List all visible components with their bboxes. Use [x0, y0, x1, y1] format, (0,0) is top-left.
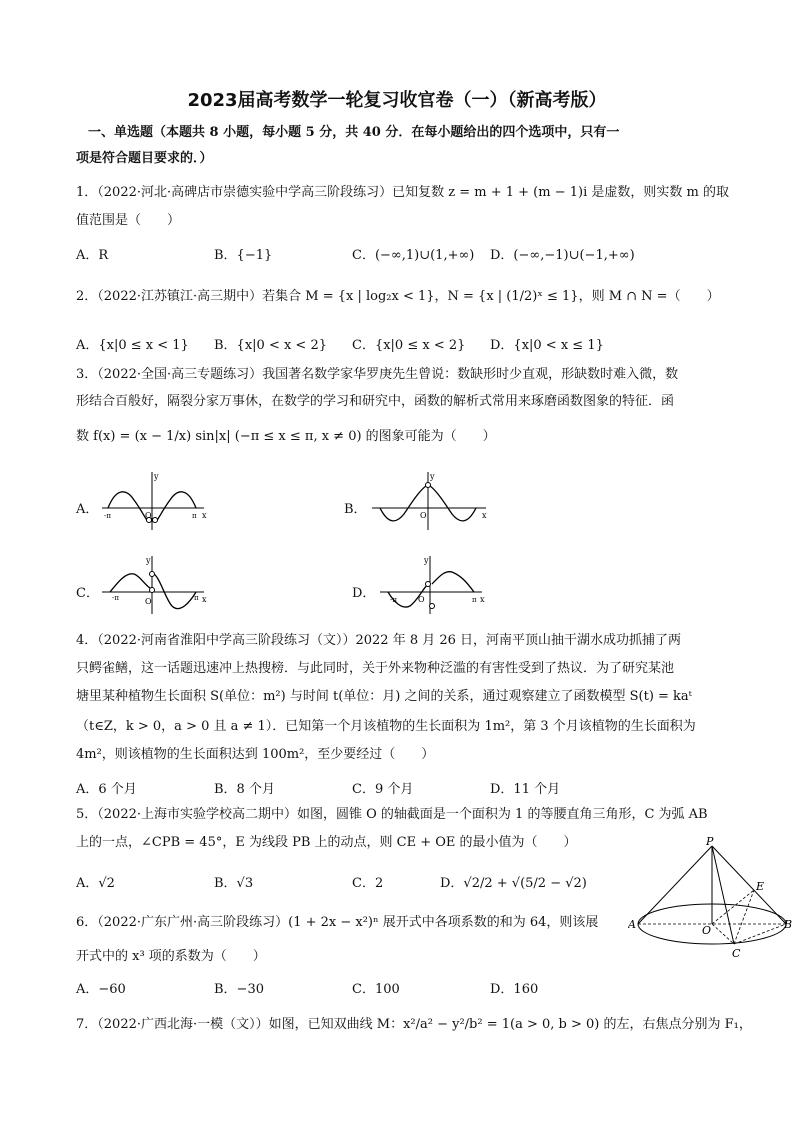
axis-x-label: x [482, 511, 487, 520]
origin-label: O [145, 597, 152, 606]
q4-stem-line3: 塘里某种植物生长面积 S(单位：m²) 与时间 t(单位：月) 之间的关系，通过观察建立了函数模型 S(t) = kaᵗ [76, 689, 692, 704]
q3-stem-line1: 3．（2022·全国·高三专题练习）我国著名数学家华罗庚先生曾说：数缺形时少直观，形缺数时难入微，数 [76, 367, 679, 382]
q6-option-d: D．160 [490, 982, 539, 997]
q1-option-a: A．R [76, 248, 109, 263]
q5-option-c: C．2 [352, 876, 384, 891]
q3-graph-d [378, 554, 488, 616]
q5-option-d: D．√2/2 + √(5/2 − √2) [440, 876, 587, 891]
section-header-line1: 一、单选题（本题共 8 小题，每小题 5 分，共 40 分．在每小题给出的四个选项中，只有一 [88, 125, 620, 140]
origin-label: O [418, 595, 425, 604]
q5-option-a: A．√2 [76, 876, 115, 891]
neg-pi-label: -π [104, 512, 111, 520]
q2-stem: 2．（2022·江苏镇江·高三期中）若集合 M = {x | log₂x < 1}，N = {x | (1/2)ˣ ≤ 1}，则 M ∩ N =（ ） [76, 289, 720, 304]
q1-option-c: C．(−∞,1)∪(1,+∞) [352, 248, 475, 263]
q4-stem-line5: 4m²，则该植物的生长面积达到 100m²，至少要经过（ ） [76, 747, 435, 762]
q3-graph-a [100, 470, 210, 532]
axis-x-label: x [202, 511, 207, 520]
label-a: A [628, 918, 636, 931]
page-title: 2023届高考数学一轮复习收官卷（一）（新高考版） [187, 90, 607, 111]
origin-label: O [145, 511, 152, 520]
q7-stem-line1: 7．（2022·广西北海·一模（文））如图，已知双曲线 M：x²/a² − y²/b² = 1(a > 0, b > 0) 的左，右焦点分别为 F₁， [76, 1017, 752, 1032]
axis-y-label: y [154, 472, 159, 481]
q6-stem-line1: 6．（2022·广东广州·高三阶段练习）(1 + 2x − x²)ⁿ 展开式中各项系数的和为 64，则该展 [76, 915, 599, 930]
q4-stem-line2: 只鳄雀鳝，这一话题迅速冲上热搜榜．与此同时，关于外来物种泛滥的有害性受到了热议．为了研究某池 [76, 661, 675, 676]
q3-graph-b [370, 470, 490, 532]
q3-option-d: D． [352, 586, 376, 601]
axis-x-label: x [202, 595, 207, 604]
pi-label: π [472, 596, 477, 604]
q2-option-d: D．{x|0 < x ≤ 1} [490, 338, 604, 353]
neg-pi-label: -π [112, 594, 119, 602]
q4-option-b: B．8 个月 [214, 782, 275, 797]
label-e: E [756, 880, 765, 893]
q4-option-d: D．11 个月 [490, 782, 561, 797]
q6-option-a: A．−60 [76, 982, 126, 997]
axis-x-label: x [480, 595, 485, 604]
q5-option-b: B．√3 [214, 876, 254, 891]
q6-stem-line2: 开式中的 x³ 项的系数为（ ） [76, 949, 266, 964]
pi-label: π [192, 512, 197, 520]
q5-stem-line2: 上的一点，∠CPB = 45°，E 为线段 PB 上的动点，则 CE + OE 的最小值为（ ） [76, 835, 577, 850]
q1-option-b: B．{−1} [214, 248, 273, 263]
q4-option-a: A．6 个月 [76, 782, 137, 797]
q6-option-c: C．100 [352, 982, 400, 997]
q4-option-c: C．9 个月 [352, 782, 414, 797]
label-c: C [732, 947, 741, 960]
neg-pi-label: -π [390, 596, 397, 604]
q3-option-a: A． [76, 502, 99, 517]
q2-option-b: B．{x|0 < x < 2} [214, 338, 327, 353]
q1-option-d: D．(−∞,−1)∪(−1,+∞) [490, 248, 635, 263]
q3-stem-line3: 数 f(x) = (x − 1/x) sin|x| (−π ≤ x ≤ π, x ≠ 0) 的图象可能为（ ） [76, 429, 496, 444]
q3-stem-line2: 形结合百般好，隔裂分家万事休，在数学的学习和研究中，函数的解析式常用来琢磨函数图象的特征．函 [76, 394, 675, 409]
label-o: O [702, 924, 712, 937]
q4-stem-line1: 4．（2022·河南省淮阳中学高三阶段练习（文））2022 年 8 月 26 日，河南平顶山抽干湖水成功抓捕了两 [76, 633, 682, 648]
axis-y-label: y [146, 556, 151, 565]
q2-option-c: C．{x|0 ≤ x < 2} [352, 338, 466, 353]
q3-graph-c [100, 554, 210, 616]
q2-option-a: A．{x|0 ≤ x < 1} [76, 338, 189, 353]
origin-label: O [420, 511, 427, 520]
label-b: B [784, 918, 793, 931]
q3-option-b: B． [344, 502, 367, 517]
q1-stem-line2: 值范围是（ ） [76, 213, 181, 228]
q4-stem-line4: （t∈Z，k > 0，a > 0 且 a ≠ 1）．已知第一个月该植物的生长面积为 1m²，第 3 个月该植物的生长面积为 [76, 719, 696, 734]
q3-option-c: C． [76, 586, 99, 601]
axis-y-label: y [430, 472, 435, 481]
q5-stem-line1: 5．（2022·上海市实验学校高二期中）如图，圆锥 O 的轴截面是一个面积为 1 的等腰直角三角形，C 为弧 AB [76, 807, 708, 822]
q1-stem-line1: 1．（2022·河北·高碑店市崇德实验中学高三阶段练习）已知复数 z = m + 1 + (m − 1)i 是虚数，则实数 m 的取 [76, 185, 729, 200]
section-header-line2: 项是符合题目要求的．） [76, 151, 213, 166]
q6-option-b: B．−30 [214, 982, 264, 997]
pi-label: π [194, 594, 199, 602]
axis-y-label: y [424, 556, 429, 565]
q5-cone-figure [628, 836, 794, 960]
label-p: P [706, 836, 714, 848]
